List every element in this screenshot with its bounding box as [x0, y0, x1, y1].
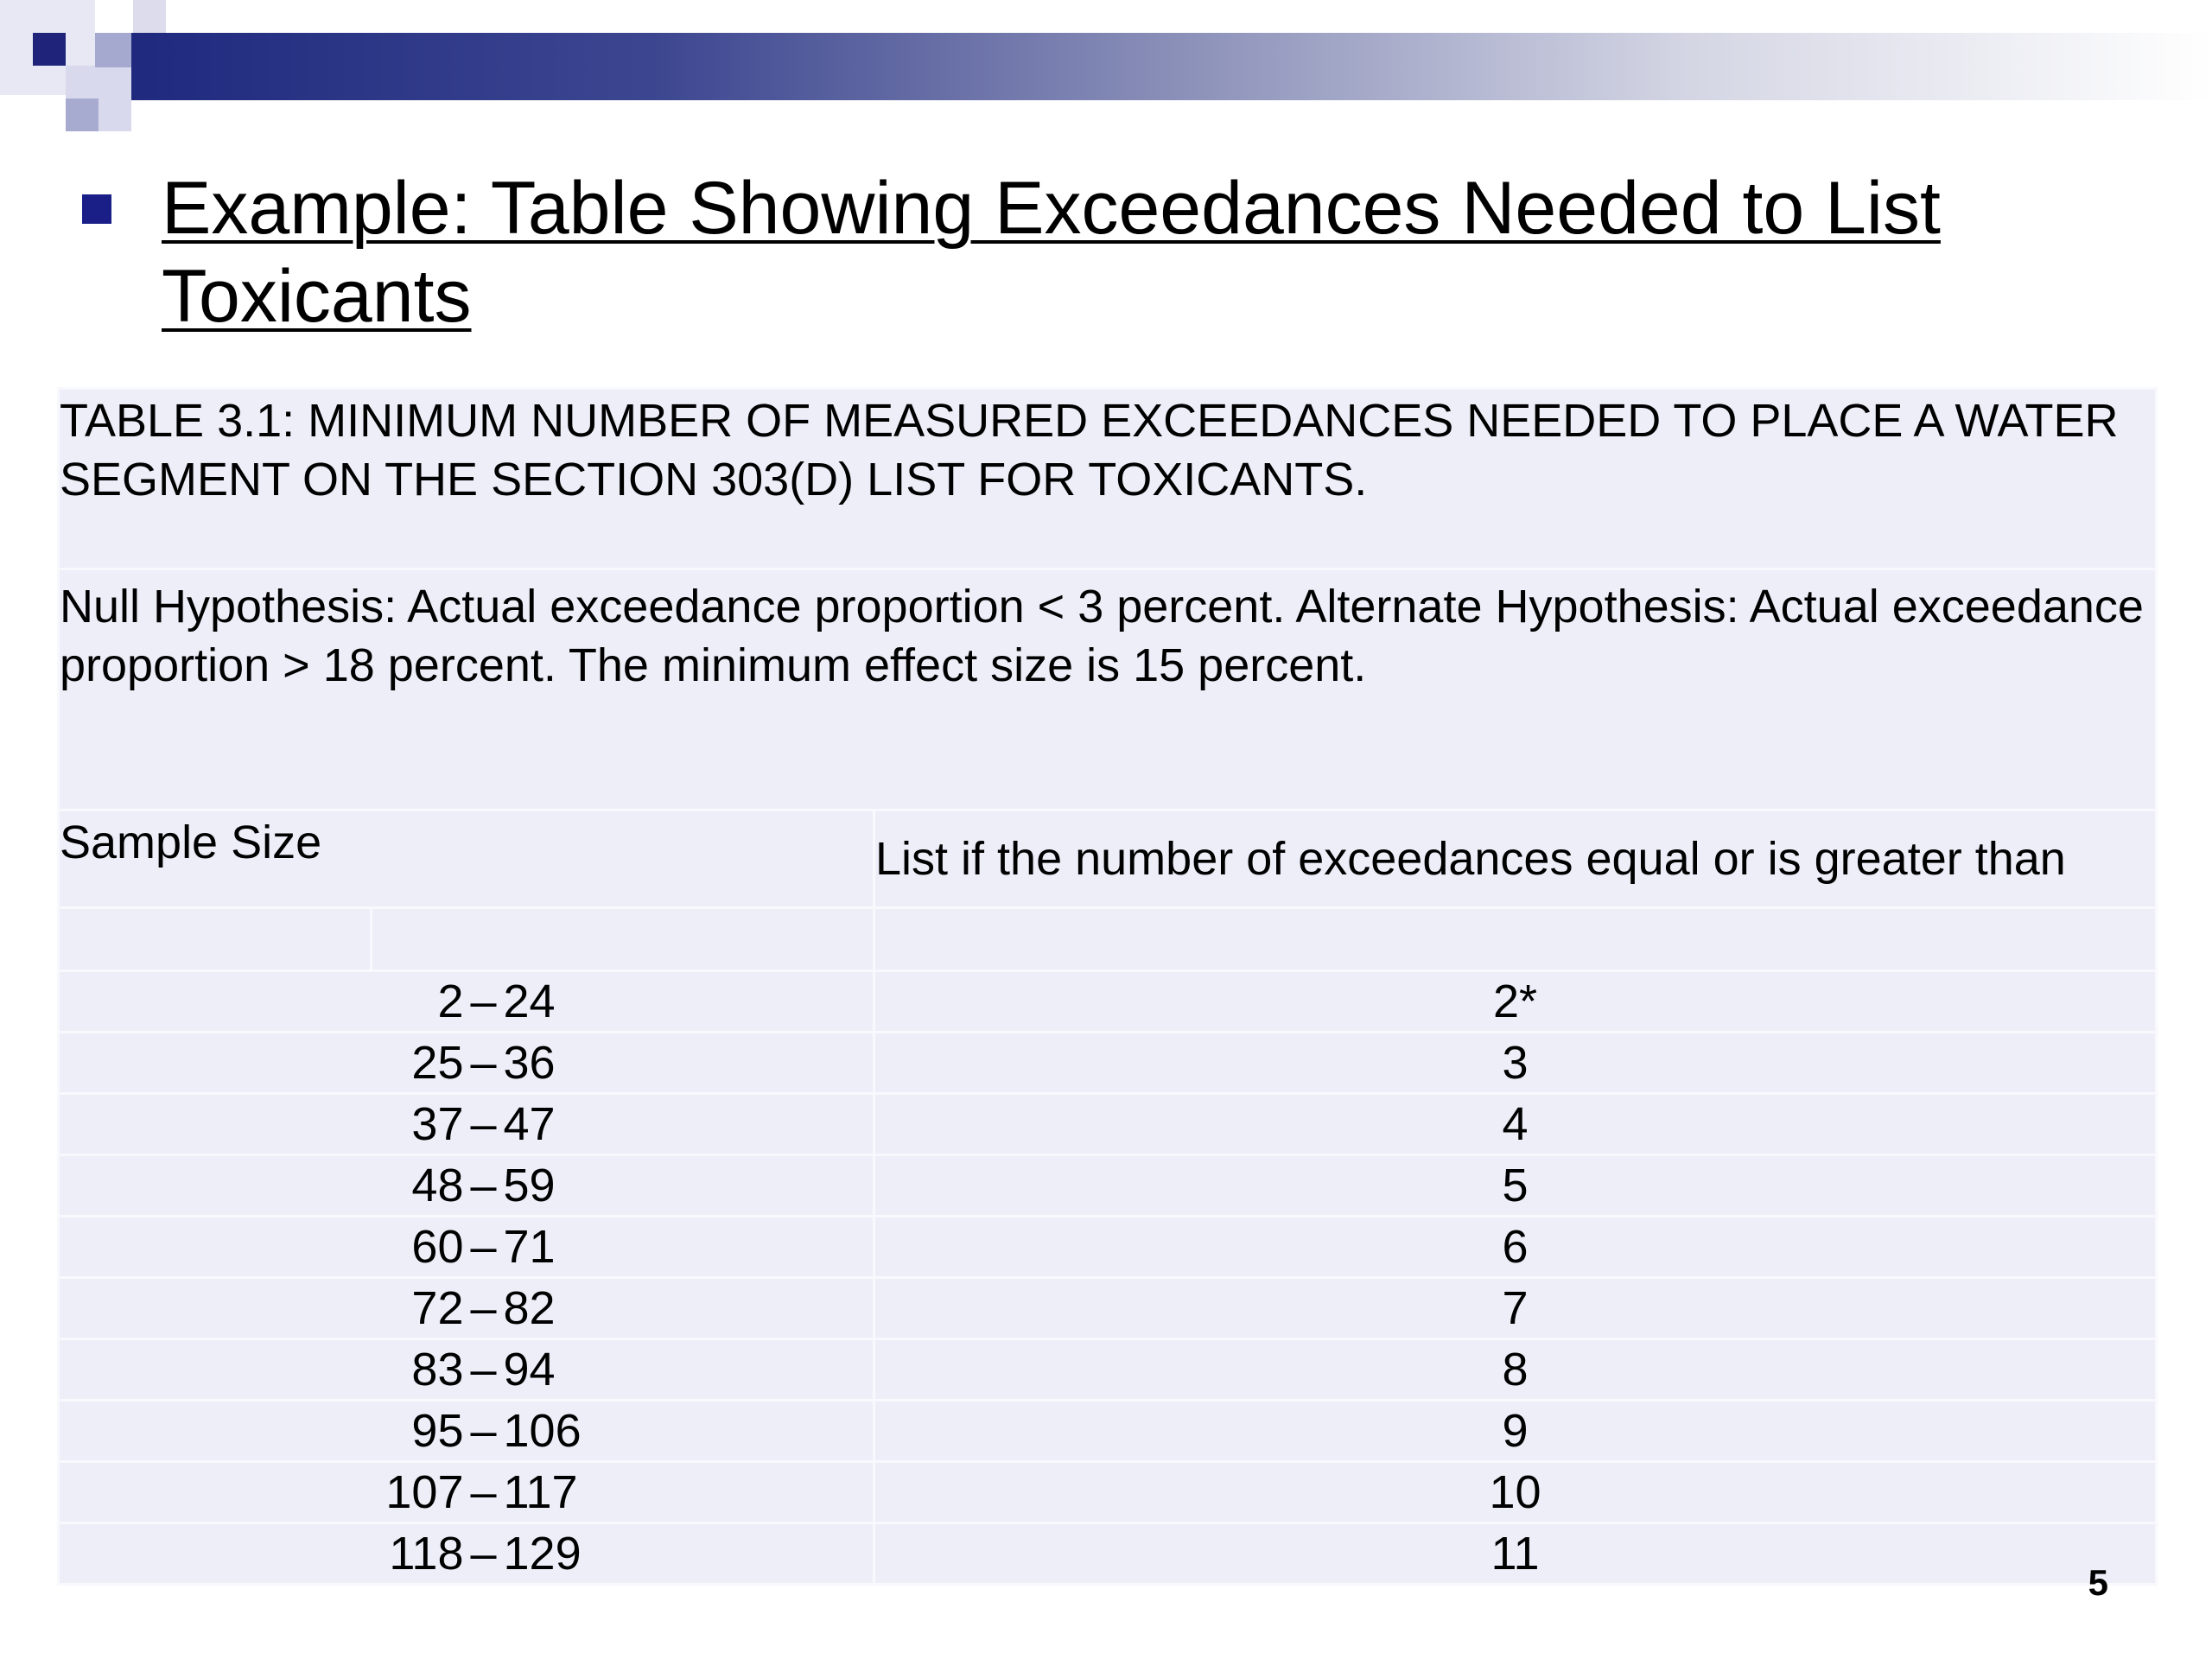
exceedance-count: 2* — [1492, 976, 1538, 1027]
table-body — [59, 971, 2157, 1585]
slide-title: Example: Table Showing Exceedances Needed to List Toxicants — [162, 167, 1941, 338]
range-separator: – — [470, 1282, 497, 1334]
column-header-label: Sample Size — [60, 817, 322, 868]
range-start: 25 — [411, 1037, 464, 1089]
deco-square — [33, 33, 66, 66]
exceedance-count-cell — [874, 971, 2157, 1033]
range-separator: – — [470, 976, 497, 1027]
range-separator: – — [470, 1405, 497, 1457]
sample-size-range-cell — [59, 1401, 874, 1462]
spacer-row — [59, 908, 2157, 971]
range-end: 24 — [503, 976, 556, 1027]
sample-size-range-cell — [59, 971, 874, 1033]
sample-size-range-cell — [59, 1155, 874, 1217]
range-separator: – — [470, 1528, 497, 1580]
range-end: 129 — [503, 1528, 582, 1580]
table-row — [59, 971, 2157, 1033]
range-start: 107 — [385, 1466, 464, 1518]
table-row — [59, 1462, 2157, 1523]
range-separator: – — [470, 1221, 497, 1273]
exceedance-count-cell — [874, 1155, 2157, 1217]
exceedance-count: 10 — [1489, 1466, 1541, 1518]
table-row — [59, 1339, 2157, 1401]
column-header-label: List if the number of exceedances equal or is greater than — [875, 833, 2066, 885]
sample-size-range-cell — [59, 1462, 874, 1523]
hypothesis-text: Null Hypothesis: Actual exceedance proportion < 3 percent. Alternate Hypothesis: Actual exceedance proportion > 18 percent. The minimum effect size is 15 percent. — [60, 581, 2144, 691]
table-caption-cell — [59, 389, 2157, 569]
exceedance-count-cell — [874, 1339, 2157, 1401]
exceedance-count: 4 — [1502, 1098, 1529, 1150]
sample-size-range-cell — [59, 1523, 874, 1585]
range-separator: – — [470, 1098, 497, 1150]
exceedance-count-cell — [874, 1278, 2157, 1339]
table-row — [59, 1217, 2157, 1278]
empty-cell — [372, 908, 874, 971]
deco-square — [95, 33, 131, 67]
range-end: 117 — [503, 1466, 578, 1518]
table-row — [59, 1523, 2157, 1585]
exceedance-count: 9 — [1502, 1405, 1529, 1457]
range-end: 106 — [503, 1405, 582, 1457]
empty-cell — [59, 908, 372, 971]
column-header-sample-size — [59, 810, 874, 908]
bullet-square-icon — [82, 194, 111, 224]
range-separator: – — [470, 1466, 497, 1518]
range-start: 60 — [411, 1221, 464, 1273]
table-row — [59, 1401, 2157, 1462]
range-start: 48 — [411, 1160, 464, 1211]
table-row — [59, 1094, 2157, 1155]
exceedance-count: 3 — [1502, 1037, 1529, 1089]
sample-size-range-cell — [59, 1278, 874, 1339]
range-end: 36 — [503, 1037, 556, 1089]
range-end: 94 — [503, 1344, 556, 1395]
exceedance-count: 8 — [1502, 1344, 1529, 1395]
range-start: 95 — [411, 1405, 464, 1457]
exceedance-count: 7 — [1502, 1282, 1529, 1334]
table-row — [59, 1155, 2157, 1217]
exceedance-count-cell — [874, 1094, 2157, 1155]
sample-size-range-cell — [59, 1217, 874, 1278]
header-gradient-bar — [131, 33, 2212, 100]
range-separator: – — [470, 1160, 497, 1211]
exceedance-count: 5 — [1502, 1160, 1529, 1211]
range-end: 71 — [503, 1221, 556, 1273]
range-start: 72 — [411, 1282, 464, 1334]
sample-size-range-cell — [59, 1033, 874, 1094]
range-end: 47 — [503, 1098, 556, 1150]
exceedance-count-cell — [874, 1217, 2157, 1278]
range-separator: – — [470, 1037, 497, 1089]
exceedance-count-cell — [874, 1033, 2157, 1094]
empty-cell — [874, 908, 2157, 971]
sample-size-range-cell — [59, 1094, 874, 1155]
range-start: 37 — [411, 1098, 464, 1150]
table-row — [59, 1278, 2157, 1339]
exceedance-count-cell — [874, 1401, 2157, 1462]
hypothesis-cell — [59, 569, 2157, 810]
exceedance-count-cell — [874, 1523, 2157, 1585]
deco-square — [133, 0, 166, 33]
exceedance-count: 11 — [1491, 1528, 1540, 1580]
exceedance-count: 6 — [1502, 1221, 1529, 1273]
range-end: 82 — [503, 1282, 556, 1334]
exceedance-count-cell — [874, 1462, 2157, 1523]
range-start: 83 — [411, 1344, 464, 1395]
sample-size-range-cell — [59, 1339, 874, 1401]
range-separator: – — [470, 1344, 497, 1395]
column-header-list-if — [874, 810, 2157, 908]
exceedance-table — [57, 387, 2158, 1586]
range-start: 118 — [389, 1528, 464, 1580]
table-caption: TABLE 3.1: MINIMUM NUMBER OF MEASURED EXCEEDANCES NEEDED TO PLACE A WATER SEGMENT ON THE SECTION 303(D) LIST FOR TOXICANTS. — [60, 395, 2119, 505]
header-decoration — [0, 0, 2212, 138]
deco-square — [66, 99, 99, 131]
range-end: 59 — [503, 1160, 556, 1211]
table-row — [59, 1033, 2157, 1094]
range-start: 2 — [437, 976, 464, 1027]
page-number: 5 — [2088, 1562, 2108, 1603]
